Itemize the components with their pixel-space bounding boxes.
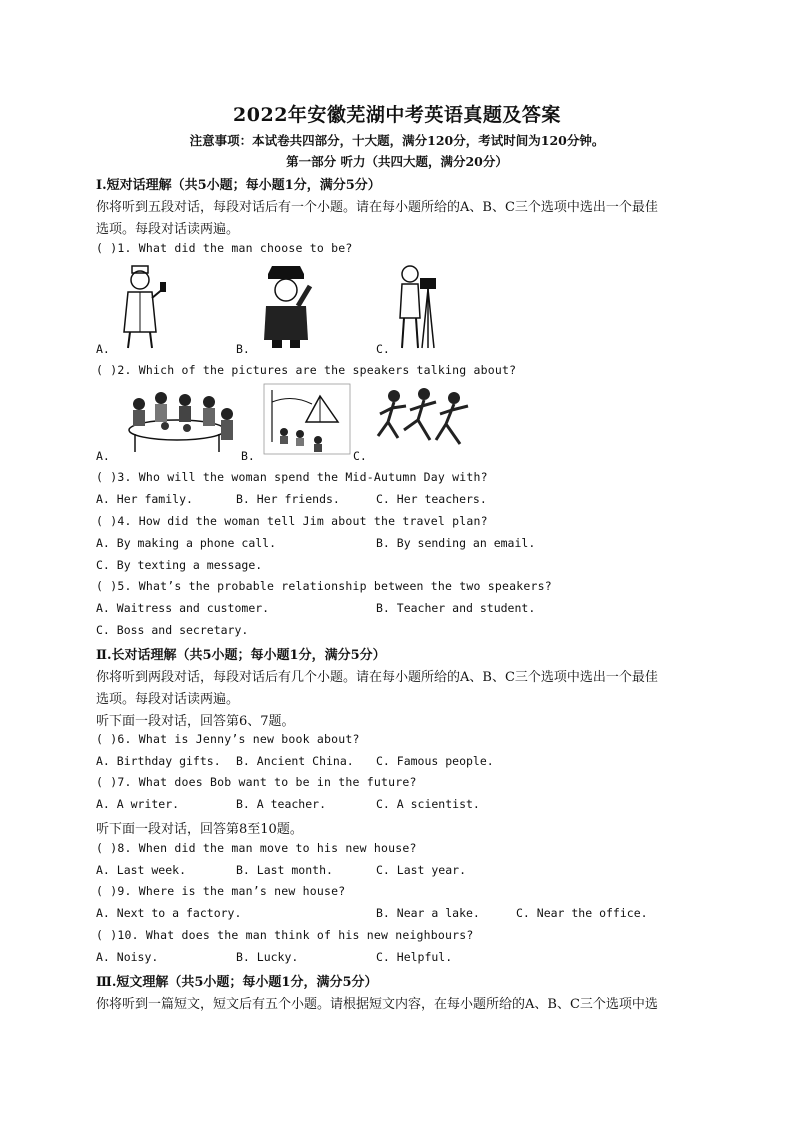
family-dinner-picture	[115, 386, 239, 456]
part-heading: 第一部分 听力（共四大题，满分20分）	[286, 154, 508, 169]
camping-picture	[262, 382, 352, 456]
q1-option-c-label: C.	[376, 342, 390, 356]
q10-option-a: A. Noisy.	[96, 950, 159, 964]
section2-sub-instruction-1: 听下面一段对话，回答第6、7题。	[96, 714, 295, 729]
q10-option-b: B. Lucky.	[236, 950, 299, 964]
q3-option-b: B. Her friends.	[236, 492, 340, 506]
q6-option-c: C. Famous people.	[376, 754, 494, 768]
q5-option-a: A. Waitress and customer.	[96, 601, 270, 615]
q1-option-a-label: A.	[96, 342, 110, 356]
q7-option-b: B. A teacher.	[236, 797, 327, 811]
q1-option-b-label: B.	[236, 342, 250, 356]
section2-instruction-cont: 选项。每段对话读两遍。	[96, 692, 240, 707]
section2-sub-instruction-2: 听下面一段对话，回答第8至10题。	[96, 822, 303, 837]
q8-option-b: B. Last month.	[236, 863, 333, 877]
q2-option-b-label: B.	[241, 449, 255, 463]
q2-option-a-label: A.	[96, 449, 110, 463]
q4-option-a: A. By making a phone call.	[96, 536, 277, 550]
question-10: ( )10. What does the man think of his new neighbours?	[96, 928, 474, 942]
q9-option-c: C. Near the office.	[516, 906, 648, 920]
question-5: ( )5. What’s the probable relationship between the two speakers?	[96, 579, 552, 593]
section1-instruction-cont: 选项。每段对话读两遍。	[96, 222, 240, 237]
section1-heading: Ⅰ.短对话理解（共5小题；每小题1分，满分5分）	[96, 178, 381, 193]
exam-notice: 注意事项：本试卷共四部分，十大题，满分120分，考试时间为120分钟。	[189, 133, 605, 148]
page-title: 2022年安徽芜湖中考英语真题及答案	[233, 104, 561, 126]
question-3: ( )3. Who will the woman spend the Mid-Autumn Day with?	[96, 470, 488, 484]
doctor-picture	[112, 262, 172, 350]
q4-option-c: C. By texting a message.	[96, 558, 263, 572]
q2-option-c-label: C.	[353, 449, 367, 463]
q8-option-a: A. Last week.	[96, 863, 187, 877]
q6-option-a: A. Birthday gifts.	[96, 754, 221, 768]
q10-option-c: C. Helpful.	[376, 950, 453, 964]
q6-option-b: B. Ancient China.	[236, 754, 354, 768]
q4-option-b: B. By sending an email.	[376, 536, 536, 550]
q9-option-a: A. Next to a factory.	[96, 906, 242, 920]
q9-option-b: B. Near a lake.	[376, 906, 480, 920]
question-7: ( )7. What does Bob want to be in the future?	[96, 775, 417, 789]
question-9: ( )9. Where is the man’s new house?	[96, 884, 346, 898]
section2-heading: Ⅱ.长对话理解（共5小题；每小题1分，满分5分）	[96, 648, 386, 663]
section2-instruction: 你将听到两段对话，每段对话后有几个小题。请在每小题所给的A、B、C三个选项中选出一个最佳	[96, 670, 658, 685]
section3-heading: Ⅲ.短文理解（共5小题；每小题1分，满分5分）	[96, 975, 378, 990]
question-1: ( )1. What did the man choose to be?	[96, 241, 353, 255]
section3-instruction: 你将听到一篇短文，短文后有五个小题。请根据短文内容，在每小题所给的A、B、C三个选项中选	[96, 997, 658, 1012]
q7-option-a: A. A writer.	[96, 797, 180, 811]
q5-option-b: B. Teacher and student.	[376, 601, 536, 615]
question-8: ( )8. When did the man move to his new house?	[96, 841, 417, 855]
q5-option-c: C. Boss and secretary.	[96, 623, 249, 637]
running-race-picture	[374, 384, 474, 456]
q7-option-c: C. A scientist.	[376, 797, 480, 811]
q8-option-c: C. Last year.	[376, 863, 467, 877]
q3-option-c: C. Her teachers.	[376, 492, 487, 506]
question-2: ( )2. Which of the pictures are the speakers talking about?	[96, 363, 517, 377]
q3-option-a: A. Her family.	[96, 492, 193, 506]
question-4: ( )4. How did the woman tell Jim about the travel plan?	[96, 514, 488, 528]
question-6: ( )6. What is Jenny’s new book about?	[96, 732, 360, 746]
photographer-picture	[392, 262, 448, 350]
section1-instruction: 你将听到五段对话，每段对话后有一个小题。请在每小题所给的A、B、C三个选项中选出一个最佳	[96, 200, 658, 215]
police-officer-picture	[254, 262, 318, 350]
